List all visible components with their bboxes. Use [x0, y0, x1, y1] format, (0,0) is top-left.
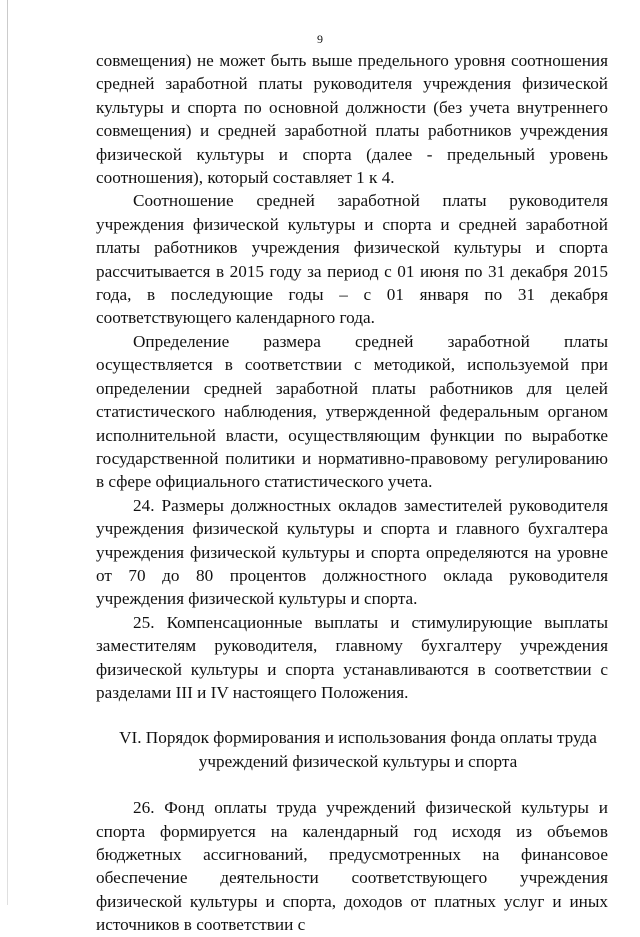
scan-edge-line: [7, 0, 8, 905]
paragraph-item-25: 25. Компенсационные выплаты и стимулирующие выплаты заместителям руководителя, главному бухгалтеру учреждения физической культуры и спорта устанавливаются в соответствии с разделами III и IV настоящего Положения.: [96, 612, 608, 702]
paragraph-item-24: 24. Размеры должностных окладов заместителей руководителя учреждения физической культуры и спорта и главного бухгалтера учреждения физической культуры и спорта определяются на уровне от 70 до 80 процентов должностного оклада руководителя учреждения физической культуры и спорта.: [96, 495, 608, 609]
paragraph-item-26: 26. Фонд оплаты труда учреждений физической культуры и спорта формируется на календарный год исходя из объемов бюджетных ассигнований, предусмотренных на финансовое обеспечение деятельности соответствующего учреждения физической культуры и спорта, доходов от платных услуг и иных источников в соответствии с: [96, 798, 608, 935]
paragraph-methodology: Определение размера средней заработной платы осуществляется в соответствии с методикой, используемой при определении средней заработной платы работников для целей статистического наблюдения, утвержденной федеральным органом исполнительной власти, осуществляющим функции по выработке государственной политики и нормативно-правовому регулированию в сфере официального статистического учета.: [96, 331, 608, 492]
section-heading-line-2: учреждений физической культуры и спорта: [198, 751, 518, 771]
paragraph-continuation: совмещения) не может быть выше предельного уровня соотношения средней заработной платы руководителя учреждения физической культуры и спорта по основной должности (без учета внутреннего совмещения) и средней заработной платы работников учреждения физической культуры и спорта (далее - предельный уровень соотношения), который составляет 1 к 4.: [96, 51, 608, 188]
section-heading: [96, 726, 608, 773]
page-number: 9: [317, 32, 323, 46]
document-body: [96, 49, 608, 937]
paragraph-salary-ratio-period: Соотношение средней заработной платы руководителя учреждения физической культуры и спорта и средней заработной платы работников учреждения физической культуры и спорта рассчитывается в 2015 году за период с 01 июня по 31 декабря 2015 года, в последующие годы – с 01 января по 31 декабря соответствующего календарного года.: [96, 191, 608, 328]
section-heading-line-1: VI. Порядок формирования и использования фонда оплаты труда: [119, 728, 597, 748]
